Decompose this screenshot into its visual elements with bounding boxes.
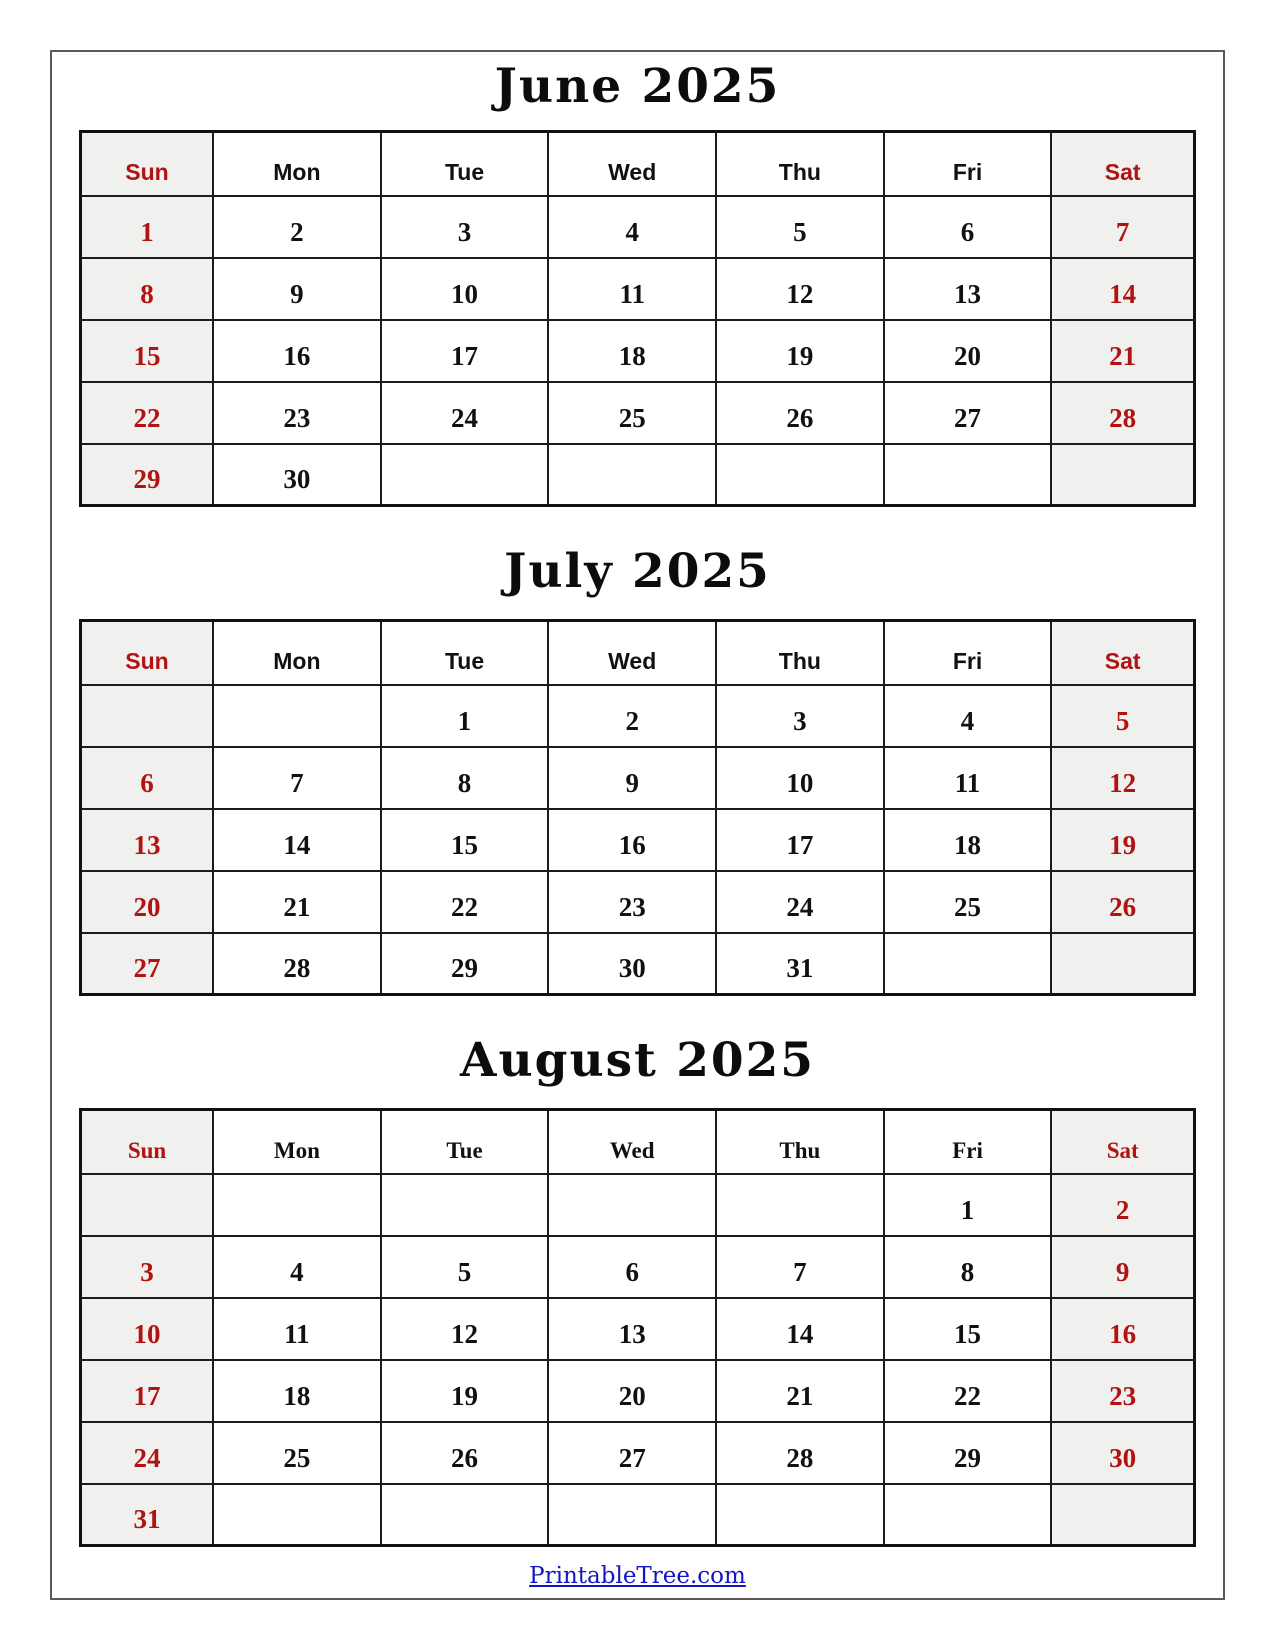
week-row-4 xyxy=(81,1360,1195,1422)
day-cell-july-2025-6: 6 xyxy=(81,747,214,809)
day-header-tue: Tue xyxy=(381,132,549,196)
day-cell-july-2025-3: 3 xyxy=(716,685,884,747)
month-title-july-2025: July 2025 xyxy=(504,544,771,599)
day-cell-july-2025-26: 26 xyxy=(1051,871,1194,933)
day-cell-august-2025-30: 30 xyxy=(1051,1422,1194,1484)
day-cell-empty xyxy=(213,685,381,747)
day-cell-august-2025-8: 8 xyxy=(884,1236,1052,1298)
month-august-2025 xyxy=(78,1034,1197,1547)
day-header-fri: Fri xyxy=(884,1110,1052,1174)
day-cell-june-2025-25: 25 xyxy=(548,382,716,444)
day-cell-july-2025-25: 25 xyxy=(884,871,1052,933)
day-cell-july-2025-31: 31 xyxy=(716,933,884,995)
day-header-mon: Mon xyxy=(213,1110,381,1174)
day-cell-august-2025-7: 7 xyxy=(716,1236,884,1298)
week-row-4 xyxy=(81,871,1195,933)
day-cell-august-2025-23: 23 xyxy=(1051,1360,1194,1422)
day-cell-august-2025-20: 20 xyxy=(548,1360,716,1422)
day-cell-august-2025-28: 28 xyxy=(716,1422,884,1484)
day-cell-august-2025-19: 19 xyxy=(381,1360,549,1422)
day-header-sun: Sun xyxy=(81,621,214,685)
day-cell-june-2025-29: 29 xyxy=(81,444,214,506)
week-row-2 xyxy=(81,1236,1195,1298)
day-header-mon: Mon xyxy=(213,621,381,685)
week-row-1 xyxy=(81,196,1195,258)
day-cell-july-2025-2: 2 xyxy=(548,685,716,747)
day-cell-july-2025-16: 16 xyxy=(548,809,716,871)
calendar-table-june-2025 xyxy=(79,130,1196,507)
day-header-thu: Thu xyxy=(716,621,884,685)
day-cell-june-2025-3: 3 xyxy=(381,196,549,258)
day-cell-august-2025-1: 1 xyxy=(884,1174,1052,1236)
day-header-sun: Sun xyxy=(81,132,214,196)
day-cell-july-2025-1: 1 xyxy=(381,685,549,747)
month-july-2025 xyxy=(78,545,1197,996)
day-cell-empty xyxy=(381,1484,549,1546)
day-cell-august-2025-31: 31 xyxy=(81,1484,214,1546)
calendar-table-july-2025 xyxy=(79,619,1196,996)
printabletree-link[interactable]: PrintableTree.com xyxy=(529,1563,746,1589)
day-cell-june-2025-7: 7 xyxy=(1051,196,1194,258)
day-cell-august-2025-16: 16 xyxy=(1051,1298,1194,1360)
day-cell-empty xyxy=(884,444,1052,506)
day-cell-august-2025-2: 2 xyxy=(1051,1174,1194,1236)
day-cell-august-2025-10: 10 xyxy=(81,1298,214,1360)
day-cell-empty xyxy=(548,1484,716,1546)
day-cell-empty xyxy=(1051,933,1194,995)
day-cell-july-2025-27: 27 xyxy=(81,933,214,995)
day-cell-july-2025-29: 29 xyxy=(381,933,549,995)
footer xyxy=(78,1563,1197,1589)
day-header-thu: Thu xyxy=(716,1110,884,1174)
week-row-5 xyxy=(81,444,1195,506)
day-cell-july-2025-28: 28 xyxy=(213,933,381,995)
day-cell-july-2025-19: 19 xyxy=(1051,809,1194,871)
day-cell-august-2025-12: 12 xyxy=(381,1298,549,1360)
day-cell-empty xyxy=(1051,444,1194,506)
day-header-sat: Sat xyxy=(1051,621,1194,685)
day-cell-august-2025-24: 24 xyxy=(81,1422,214,1484)
day-cell-june-2025-18: 18 xyxy=(548,320,716,382)
day-cell-june-2025-22: 22 xyxy=(81,382,214,444)
day-header-wed: Wed xyxy=(548,1110,716,1174)
day-cell-august-2025-11: 11 xyxy=(213,1298,381,1360)
day-cell-august-2025-4: 4 xyxy=(213,1236,381,1298)
day-cell-empty xyxy=(213,1484,381,1546)
week-row-3 xyxy=(81,1298,1195,1360)
day-cell-june-2025-20: 20 xyxy=(884,320,1052,382)
day-cell-empty xyxy=(716,444,884,506)
day-cell-empty xyxy=(884,1484,1052,1546)
day-cell-august-2025-26: 26 xyxy=(381,1422,549,1484)
day-cell-june-2025-6: 6 xyxy=(884,196,1052,258)
day-cell-august-2025-29: 29 xyxy=(884,1422,1052,1484)
week-row-6 xyxy=(81,1484,1195,1546)
month-june-2025 xyxy=(78,60,1197,507)
day-cell-june-2025-4: 4 xyxy=(548,196,716,258)
day-cell-august-2025-14: 14 xyxy=(716,1298,884,1360)
day-header-row xyxy=(81,621,1195,685)
week-row-4 xyxy=(81,382,1195,444)
day-cell-july-2025-21: 21 xyxy=(213,871,381,933)
day-cell-july-2025-10: 10 xyxy=(716,747,884,809)
week-row-5 xyxy=(81,933,1195,995)
day-header-row xyxy=(81,1110,1195,1174)
week-row-1 xyxy=(81,1174,1195,1236)
day-cell-august-2025-13: 13 xyxy=(548,1298,716,1360)
day-cell-june-2025-27: 27 xyxy=(884,382,1052,444)
month-title-august-2025: August 2025 xyxy=(459,1033,816,1088)
day-header-wed: Wed xyxy=(548,132,716,196)
day-cell-june-2025-28: 28 xyxy=(1051,382,1194,444)
day-header-wed: Wed xyxy=(548,621,716,685)
day-cell-july-2025-17: 17 xyxy=(716,809,884,871)
week-row-3 xyxy=(81,320,1195,382)
day-header-sun: Sun xyxy=(81,1110,214,1174)
week-row-1 xyxy=(81,685,1195,747)
day-cell-empty xyxy=(81,1174,214,1236)
day-cell-august-2025-18: 18 xyxy=(213,1360,381,1422)
day-cell-july-2025-24: 24 xyxy=(716,871,884,933)
day-cell-june-2025-19: 19 xyxy=(716,320,884,382)
day-cell-june-2025-21: 21 xyxy=(1051,320,1194,382)
day-cell-june-2025-15: 15 xyxy=(81,320,214,382)
day-cell-august-2025-25: 25 xyxy=(213,1422,381,1484)
day-cell-june-2025-17: 17 xyxy=(381,320,549,382)
day-cell-empty xyxy=(884,933,1052,995)
day-cell-august-2025-6: 6 xyxy=(548,1236,716,1298)
day-cell-july-2025-9: 9 xyxy=(548,747,716,809)
day-cell-july-2025-12: 12 xyxy=(1051,747,1194,809)
day-header-sat: Sat xyxy=(1051,1110,1194,1174)
day-header-sat: Sat xyxy=(1051,132,1194,196)
week-row-2 xyxy=(81,747,1195,809)
day-cell-june-2025-5: 5 xyxy=(716,196,884,258)
day-cell-empty xyxy=(381,444,549,506)
calendar-table-august-2025 xyxy=(79,1108,1196,1547)
day-cell-july-2025-8: 8 xyxy=(381,747,549,809)
page-frame xyxy=(50,50,1225,1600)
day-header-mon: Mon xyxy=(213,132,381,196)
day-cell-june-2025-8: 8 xyxy=(81,258,214,320)
day-cell-june-2025-12: 12 xyxy=(716,258,884,320)
day-cell-july-2025-5: 5 xyxy=(1051,685,1194,747)
day-cell-june-2025-23: 23 xyxy=(213,382,381,444)
day-cell-june-2025-24: 24 xyxy=(381,382,549,444)
day-header-tue: Tue xyxy=(381,621,549,685)
day-cell-june-2025-13: 13 xyxy=(884,258,1052,320)
day-header-fri: Fri xyxy=(884,132,1052,196)
week-row-3 xyxy=(81,809,1195,871)
day-cell-july-2025-7: 7 xyxy=(213,747,381,809)
day-cell-empty xyxy=(1051,1484,1194,1546)
day-cell-august-2025-21: 21 xyxy=(716,1360,884,1422)
day-cell-empty xyxy=(381,1174,549,1236)
day-cell-june-2025-10: 10 xyxy=(381,258,549,320)
day-cell-july-2025-4: 4 xyxy=(884,685,1052,747)
day-cell-july-2025-18: 18 xyxy=(884,809,1052,871)
day-cell-empty xyxy=(716,1174,884,1236)
day-cell-empty xyxy=(81,685,214,747)
day-cell-june-2025-16: 16 xyxy=(213,320,381,382)
day-cell-june-2025-2: 2 xyxy=(213,196,381,258)
day-cell-august-2025-27: 27 xyxy=(548,1422,716,1484)
day-cell-june-2025-11: 11 xyxy=(548,258,716,320)
day-cell-august-2025-17: 17 xyxy=(81,1360,214,1422)
months-container xyxy=(78,60,1197,1547)
day-cell-july-2025-20: 20 xyxy=(81,871,214,933)
day-cell-june-2025-1: 1 xyxy=(81,196,214,258)
day-cell-empty xyxy=(213,1174,381,1236)
day-header-tue: Tue xyxy=(381,1110,549,1174)
day-cell-july-2025-11: 11 xyxy=(884,747,1052,809)
week-row-5 xyxy=(81,1422,1195,1484)
day-cell-empty xyxy=(716,1484,884,1546)
day-cell-june-2025-14: 14 xyxy=(1051,258,1194,320)
day-cell-empty xyxy=(548,444,716,506)
day-cell-august-2025-9: 9 xyxy=(1051,1236,1194,1298)
day-cell-august-2025-3: 3 xyxy=(81,1236,214,1298)
day-cell-july-2025-23: 23 xyxy=(548,871,716,933)
day-cell-august-2025-5: 5 xyxy=(381,1236,549,1298)
week-row-2 xyxy=(81,258,1195,320)
day-cell-june-2025-26: 26 xyxy=(716,382,884,444)
day-cell-empty xyxy=(548,1174,716,1236)
day-cell-june-2025-9: 9 xyxy=(213,258,381,320)
day-cell-june-2025-30: 30 xyxy=(213,444,381,506)
month-title-june-2025: June 2025 xyxy=(494,59,781,114)
day-header-thu: Thu xyxy=(716,132,884,196)
day-header-row xyxy=(81,132,1195,196)
day-header-fri: Fri xyxy=(884,621,1052,685)
day-cell-august-2025-22: 22 xyxy=(884,1360,1052,1422)
day-cell-july-2025-30: 30 xyxy=(548,933,716,995)
day-cell-july-2025-15: 15 xyxy=(381,809,549,871)
day-cell-july-2025-14: 14 xyxy=(213,809,381,871)
day-cell-august-2025-15: 15 xyxy=(884,1298,1052,1360)
day-cell-july-2025-22: 22 xyxy=(381,871,549,933)
day-cell-july-2025-13: 13 xyxy=(81,809,214,871)
